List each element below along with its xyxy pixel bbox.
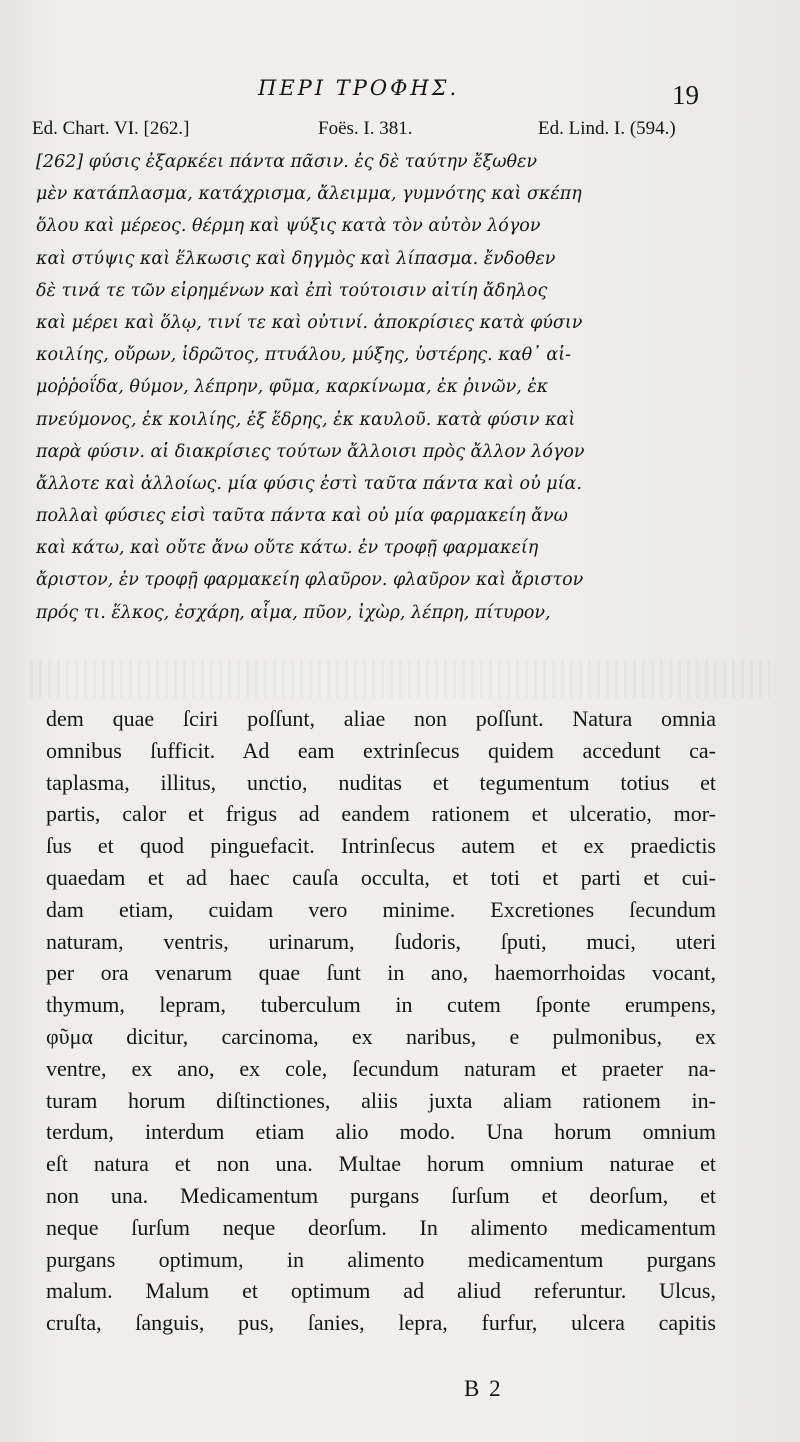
greek-line: ὅλου καὶ μέρεος. θέρμη καὶ ψύξις κατὰ τὸν αὐτὸν λόγον [36,216,541,237]
latin-line: cruſta, ſanguis, pus, ſanies, lepra, furfur, ulcera capitis [46,1310,716,1336]
latin-line: per ora venarum quae ſunt in ano, haemorrhoidas vocant, [46,960,716,986]
latin-line: naturam, ventris, urinarum, ſudoris, ſputi, muci, uteri [46,928,716,954]
page-number: 19 [672,80,699,110]
greek-line: μοῤῥοΐδα, θύμον, λέπρην, φῦμα, καρκίνωμα, ἐκ ῥινῶν, ἐκ [36,377,549,398]
ref-chartier: Ed. Chart. VI. [262.] [32,118,190,139]
greek-line: παρὰ φύσιν. αἱ διακρίσιες τούτων ἄλλοισι πρὸς ἄλλον λόγον [36,441,585,462]
latin-line: thymum, lepram, tuberculum in cutem ſponte erumpens, [46,992,716,1018]
latin-line: dam etiam, cuidam vero minime. Excretiones ſecundum [46,896,716,922]
latin-line: ventre, ex ano, ex cole, ſecundum naturam et praeter na- [46,1055,716,1081]
greek-line: καὶ κάτω, καὶ οὔτε ἄνω οὔτε κάτω. ἐν τροφῇ φαρμακείη [36,538,539,559]
latin-line: partis, calor et frigus ad eandem rationem et ulceratio, mor- [46,801,716,827]
latin-line: terdum, interdum etiam alio modo. Una horum omnium [46,1119,716,1145]
latin-line: purgans optimum, in alimento medicamentum purgans [46,1246,716,1272]
signature-mark: B 2 [464,1376,503,1401]
greek-line: ἄλλοτε καὶ ἀλλοίως. μία φύσις ἐστὶ ταῦτα πάντα καὶ οὐ μία. [36,473,582,494]
greek-line: κοιλίης, οὔρων, ἱδρῶτος, πτυάλου, μύξης, ὑστέρης. καθ᾽ αἱ- [36,345,572,366]
greek-line: δὲ τινά τε τῶν εἰρημένων καὶ ἐπὶ τούτοισιν αἰτίη ἄδηλος [36,280,548,301]
latin-line: malum. Malum et optimum ad aliud referuntur. Ulcus, [46,1278,716,1304]
latin-line: taplasma, illitus, unctio, nuditas et tegumentum totius et [46,769,716,795]
greek-line: καὶ μέρει καὶ ὅλῳ, τινί τε καὶ οὐτινί. ἀποκρίσιες κατὰ φύσιν [36,312,583,333]
ref-linden: Ed. Lind. I. (594.) [538,118,676,139]
running-title: ΠΕΡΙ ΤΡΟΦΗΣ. [258,76,460,100]
greek-line: [262] φύσις ἐξαρκέει πάντα πᾶσιν. ἐς δὲ ταύτην ἔξωθεν [36,152,538,172]
running-head [0,76,800,116]
latin-line: omnibus ſufficit. Ad eam extrinſecus quidem accedunt ca- [46,737,716,763]
greek-line: πολλαὶ φύσιες εἰσὶ ταῦτα πάντα καὶ οὐ μία φαρμακείη ἄνω [36,506,568,527]
greek-line: ἄριστον, ἐν τροφῇ φαρμακείη φλαῦρον. φλαῦρον καὶ ἄριστον [36,570,584,591]
latin-line: non una. Medicamentum purgans ſurſum et deorſum, et [46,1182,716,1208]
greek-line: πρός τι. ἕλκος, ἐσχάρη, αἷμα, πῦον, ἰχὼρ, λέπρη, πίτυρον, [36,602,551,623]
bleed-through-strip [30,660,770,698]
latin-line: turam horum diſtinctiones, aliis juxta aliam rationem in- [46,1087,716,1113]
latin-line: dem quae ſciri poſſunt, aliae non poſſunt. Natura omnia [46,706,716,731]
greek-text [36,146,736,629]
edition-references [32,118,732,146]
greek-line: μὲν κατάπλασμα, κατάχρισμα, ἄλειμμα, γυμνότης καὶ σκέπη [36,184,582,205]
greek-line: καὶ στύψις καὶ ἕλκωσις καὶ δηγμὸς καὶ λίπασμα. ἔνδοθεν [36,248,556,269]
latin-line: eſt natura et non una. Multae horum omnium naturae et [46,1151,716,1177]
latin-line: ſus et quod pinguefacit. Intrinſecus autem et ex praedictis [46,833,716,859]
latin-line: φῦμα dicitur, carcinoma, ex naribus, e pulmonibus, ex [46,1023,716,1049]
latin-text [46,703,716,1339]
greek-line: πνεύμονος, ἐκ κοιλίης, ἐξ ἕδρης, ἐκ καυλοῦ. κατὰ φύσιν καὶ [36,409,576,430]
latin-line: quaedam et ad haec cauſa occulta, et toti et parti et cui- [46,864,716,890]
latin-line: neque ſurſum neque deorſum. In alimento medicamentum [46,1214,716,1240]
ref-foes: Foës. I. 381. [318,118,413,139]
